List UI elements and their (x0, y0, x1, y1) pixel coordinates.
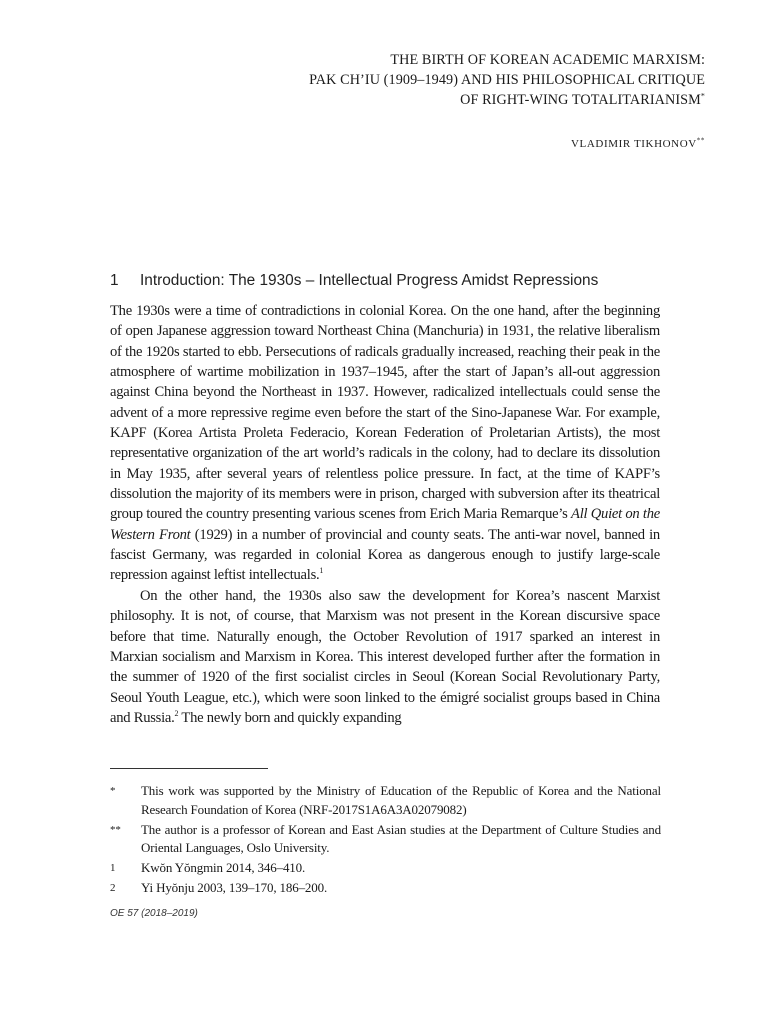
body-text (110, 301, 660, 728)
paragraph-2 (110, 586, 660, 728)
title-line-1: THE BIRTH OF KOREAN ACADEMIC MARXISM: (390, 52, 705, 68)
title-line-3-text: OF RIGHT-WING TOTALITARIANISM (460, 92, 701, 108)
book-title-italic: All Quiet on the Western Front (110, 506, 660, 543)
section-title: Introduction: The 1930s – Intellectual Progress Amidst Repressions (140, 272, 599, 289)
footnote-divider (110, 768, 268, 769)
paragraph-2-text-b: The newly born and quickly expanding (178, 709, 402, 726)
footnote-text: Kwŏn Yŏngmin 2014, 346–410. (141, 860, 306, 876)
author-footnote-mark: ** (696, 136, 705, 145)
paragraph-1-text-b: (1929) in a number of provincial and county seats. The anti-war novel, banned in fascist Germany, was regarded in colonial Korea as dangerous enough to justify large-scale repression against leftist intellectuals. (110, 526, 660, 584)
footnote-ref-1[interactable]: 1 (319, 566, 324, 576)
footnote-mark: ** (110, 823, 121, 836)
author-name: VLADIMIR TIKHONOV (571, 138, 697, 150)
journal-footer: OE 57 (2018–2019) (110, 908, 198, 919)
footnotes (110, 782, 661, 900)
paragraph-1-text-a: The 1930s were a time of contradictions in colonial Korea. On the one hand, after the beginning of open Japanese aggression toward Northeast China (Manchuria) in 1931, the relative liberalism of the 1920s started to ebb. Persecutions of radicals gradually increased, reaching their peak in the atmosphere of wartime mobilization in 1937–1945, after the start of Japan’s all-out aggression against China beyond the Northeast in 1937. However, radicalized intellectuals could sense the advent of a more repressive regime even before the start of the Sino-Japanese War. For example, KAPF (Korea Artista Proleta Federacio, Korean Federation of Proletarian Artists), the most representative organization of the art world’s radicals in the colony, had to declare its dissolution in May 1935, after several years of relentless police pressure. In fact, at the time of KAPF’s dissolution the majority of its members were in prison, charged with subversion after its theatrical group toured the country presenting various scenes from Erich Maria Remarque’s (110, 303, 660, 523)
footnote-mark: * (110, 785, 116, 797)
footnote-item (110, 879, 661, 898)
footnote-item (110, 821, 661, 858)
article-title (309, 50, 705, 110)
section-heading (110, 272, 598, 290)
section-number: 1 (110, 272, 119, 289)
footnote-mark: 2 (110, 882, 116, 895)
title-footnote-mark: * (700, 91, 705, 101)
footnote-ref-2[interactable]: 2 (174, 709, 179, 719)
paragraph-2-text-a: On the other hand, the 1930s also saw the development for Korea’s nascent Marxist philosophy. It is not, of course, that Marxism was not present in the Korean discursive space before that time. Naturally enough, the October Revolution of 1917 sparked an interest in Marxian socialism and Marxism in Korea. This interest developed further after the formation in the summer of 1920 of the first socialist circles in Seoul (Korean Social Revolutionary Party, Seoul Youth League, etc.), which were soon linked to the émigré socialist groups based in China and Russia. (110, 587, 660, 726)
footnote-mark: 1 (110, 862, 116, 875)
footnote-text: This work was supported by the Ministry of Education of the Republic of Korea and the National Research Foundation of Korea (NRF-2017S1A6A3A02079082) (141, 783, 661, 817)
footnote-item (110, 782, 661, 819)
author-line (571, 138, 705, 150)
title-line-2: PAK CH’IU (1909–1949) AND HIS PHILOSOPHICAL CRITIQUE (309, 72, 705, 88)
paragraph-1 (110, 301, 660, 586)
footnote-item (110, 859, 661, 878)
footnote-text: Yi Hyŏnju 2003, 139–170, 186–200. (141, 880, 328, 896)
title-line-3 (309, 90, 705, 110)
footnote-text: The author is a professor of Korean and East Asian studies at the Department of Culture Studies and Oriental Languages, Oslo University. (141, 821, 661, 856)
